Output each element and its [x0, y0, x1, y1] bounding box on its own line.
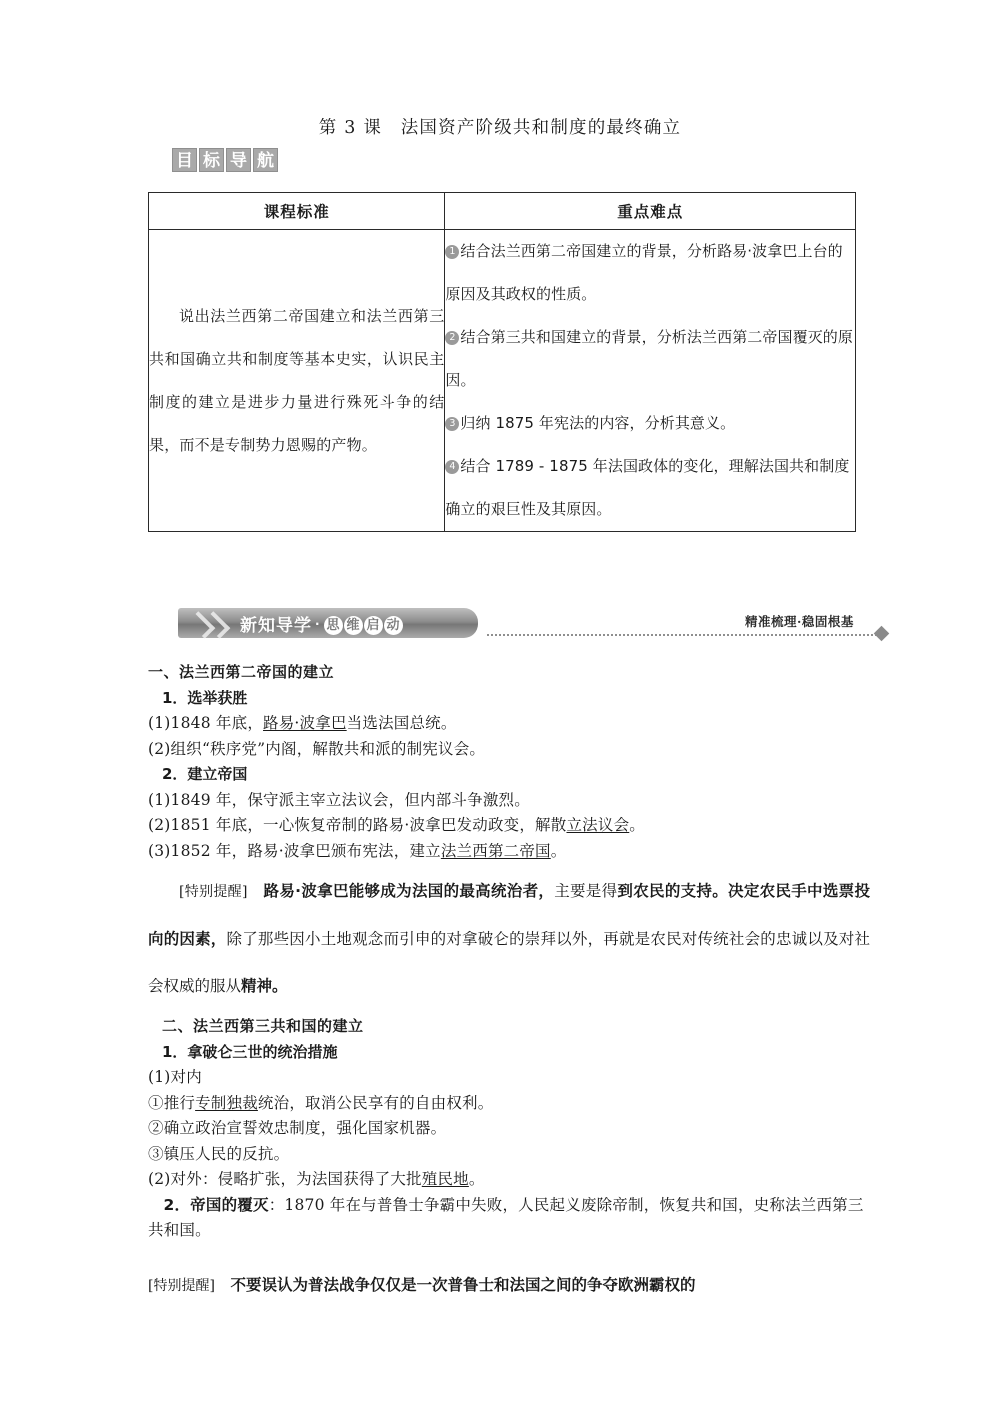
- page-title: 第 3 课 法国资产阶级共和制度的最终确立: [318, 118, 682, 138]
- item-2-3-prefix: (3)1852 年，路易·波拿巴颁布宪法，建立: [148, 841, 441, 860]
- item-3-5: [148, 1167, 868, 1193]
- item-1-2: (2)组织“秩序党”内阁，解散共和派的制宪议会。: [148, 739, 486, 758]
- item-3-1: (1)对内: [148, 1068, 202, 1086]
- item-2-3-suffix: 。: [550, 841, 567, 860]
- banner-diamond-icon: [874, 626, 890, 642]
- content-section-1: [148, 660, 868, 864]
- logo-char-3: 导: [226, 148, 251, 172]
- key-point-3-text: 归纳 1875 年宪法的内容，分析其意义。: [460, 414, 736, 432]
- content-section-2: [148, 1014, 868, 1244]
- item-2-2-keyword: 立法议会: [566, 816, 630, 834]
- banner-circled-2: 维: [344, 616, 363, 635]
- item-1-1-keyword: 路易·波拿巴: [263, 714, 347, 732]
- banner-separator: ·: [315, 617, 321, 631]
- key-point-3: [445, 402, 855, 445]
- subsection-1-heading: 1．选举获胜: [162, 688, 248, 707]
- key-point-1: [445, 230, 855, 316]
- banner-circled-3: 启: [364, 616, 383, 635]
- special-tip-2: [148, 1272, 870, 1299]
- key-point-4-text: 结合 1789 - 1875 年法国政体的变化，理解法国共和制度确立的艰巨性及其原因。: [445, 457, 850, 518]
- banner-dotted-rule: [487, 634, 877, 636]
- item-2-1: (1)1849 年，保守派主宰立法议会，但内部斗争激烈。: [148, 790, 530, 809]
- objectives-table: [148, 192, 856, 532]
- banner-main-text: 新知导学: [240, 616, 312, 636]
- item-3-3: ②确立政治宣誓效忠制度，强化国家机器。: [148, 1119, 447, 1137]
- key-point-1-text: 结合法兰西第二帝国建立的背景，分析路易·波拿巴上台的原因及其政权的性质。: [445, 242, 843, 303]
- item-1-1-prefix: (1)1848 年底，: [148, 714, 264, 732]
- tip-1-part-5: 除了那些因小土地观念而引申的对拿破仑的崇拜以外，再就是农民对传统社会的忠诚以及对社会权威的服从: [148, 930, 870, 995]
- section-2-heading: 二、法兰西第三共和国的建立: [162, 1017, 364, 1035]
- item-4-text: ：1870 年在与普鲁士争霸中失败，人民起义废除帝制，恢复共和国，史称法兰西第三共和国。: [148, 1195, 864, 1239]
- tip-2-text: 不要误认为普法战争仅仅是一次普鲁士和法国之间的争夺欧洲霸权的: [230, 1276, 696, 1294]
- section-1-heading: 一、法兰西第二帝国的建立: [148, 663, 335, 681]
- logo-char-2: 标: [199, 148, 224, 172]
- item-3-2-suffix: 统治，取消公民享有的自由权利。: [257, 1093, 494, 1112]
- header-key-difficulties: 重点难点: [445, 193, 856, 230]
- header-curriculum-standard: 课程标准: [149, 193, 445, 230]
- tip-1-part-4: 民手中选票投向的因素，: [148, 882, 870, 948]
- item-4: [148, 1193, 868, 1244]
- item-1-1-suffix: 当选法国总统。: [346, 714, 457, 732]
- tip-1-label: [特别提醒]: [179, 884, 248, 900]
- tip-1-part-2: 主要是得: [554, 882, 618, 900]
- logo-char-4: 航: [253, 148, 278, 172]
- item-3-2-keyword: 专制独裁: [195, 1093, 258, 1112]
- tip-2-label: [特别提醒]: [148, 1278, 215, 1294]
- tip-1-part-1: 路易·波拿巴能够成为法国的最高统治者，: [263, 882, 555, 900]
- table-header-row: [149, 193, 856, 230]
- banner-title: [240, 611, 404, 636]
- item-2-2-prefix: (2)1851 年底，一心恢复帝制的路易·波拿巴发动政变，解散: [148, 816, 567, 834]
- item-3-2-prefix: ①推行: [148, 1093, 196, 1112]
- item-2-2-suffix: 。: [629, 816, 645, 834]
- tip-1-part-3: 到农民的支持。决定农: [617, 882, 776, 900]
- item-3-5-prefix: (2)对外：侵略扩张，为法国获得了大批: [148, 1170, 422, 1188]
- cell-curriculum-standard: 说出法兰西第二帝国建立和法兰西第三共和国确立共和制度等基本史实，认识民主制度的建立是进步力量进行殊死斗争的结果，而不是专制势力恩赐的产物。: [149, 230, 445, 532]
- tip-1-part-6: 精神。: [241, 977, 288, 995]
- goal-navigation-logo: [172, 148, 278, 172]
- item-3-5-suffix: 。: [468, 1170, 485, 1188]
- item-2-3: [148, 839, 868, 865]
- item-3-4: ③镇压人民的反抗。: [148, 1144, 290, 1163]
- banner-circled-4: 动: [384, 616, 403, 635]
- item-2-3-keyword: 法兰西第二帝国: [440, 841, 551, 860]
- item-1-1: [148, 711, 868, 737]
- key-point-2-text: 结合第三共和国建立的背景，分析法兰西第二帝国覆灭的原因。: [445, 328, 854, 389]
- subsection-3-heading: 1．拿破仑三世的统治措施: [162, 1042, 338, 1061]
- bullet-2-icon: 2: [445, 331, 459, 345]
- item-3-2: [148, 1091, 868, 1117]
- item-4-label: 2．帝国的覆灭: [163, 1195, 269, 1214]
- item-2-2: [148, 813, 868, 839]
- section-banner: [178, 608, 478, 638]
- special-tip-1: [148, 868, 870, 1010]
- banner-subtitle: 精准梳理·稳固根基: [745, 614, 854, 629]
- banner-circled-1: 思: [324, 616, 343, 635]
- logo-char-1: 目: [172, 148, 197, 172]
- key-point-2: [445, 316, 855, 402]
- bullet-1-icon: 1: [445, 245, 459, 259]
- item-3-5-keyword: 殖民地: [421, 1170, 469, 1188]
- bullet-4-icon: 4: [445, 460, 459, 474]
- bullet-3-icon: 3: [445, 417, 459, 431]
- key-point-4: [445, 445, 855, 531]
- subsection-2-heading: 2．建立帝国: [162, 765, 248, 783]
- table-body-row: [149, 230, 856, 532]
- cell-key-difficulties: [445, 230, 856, 532]
